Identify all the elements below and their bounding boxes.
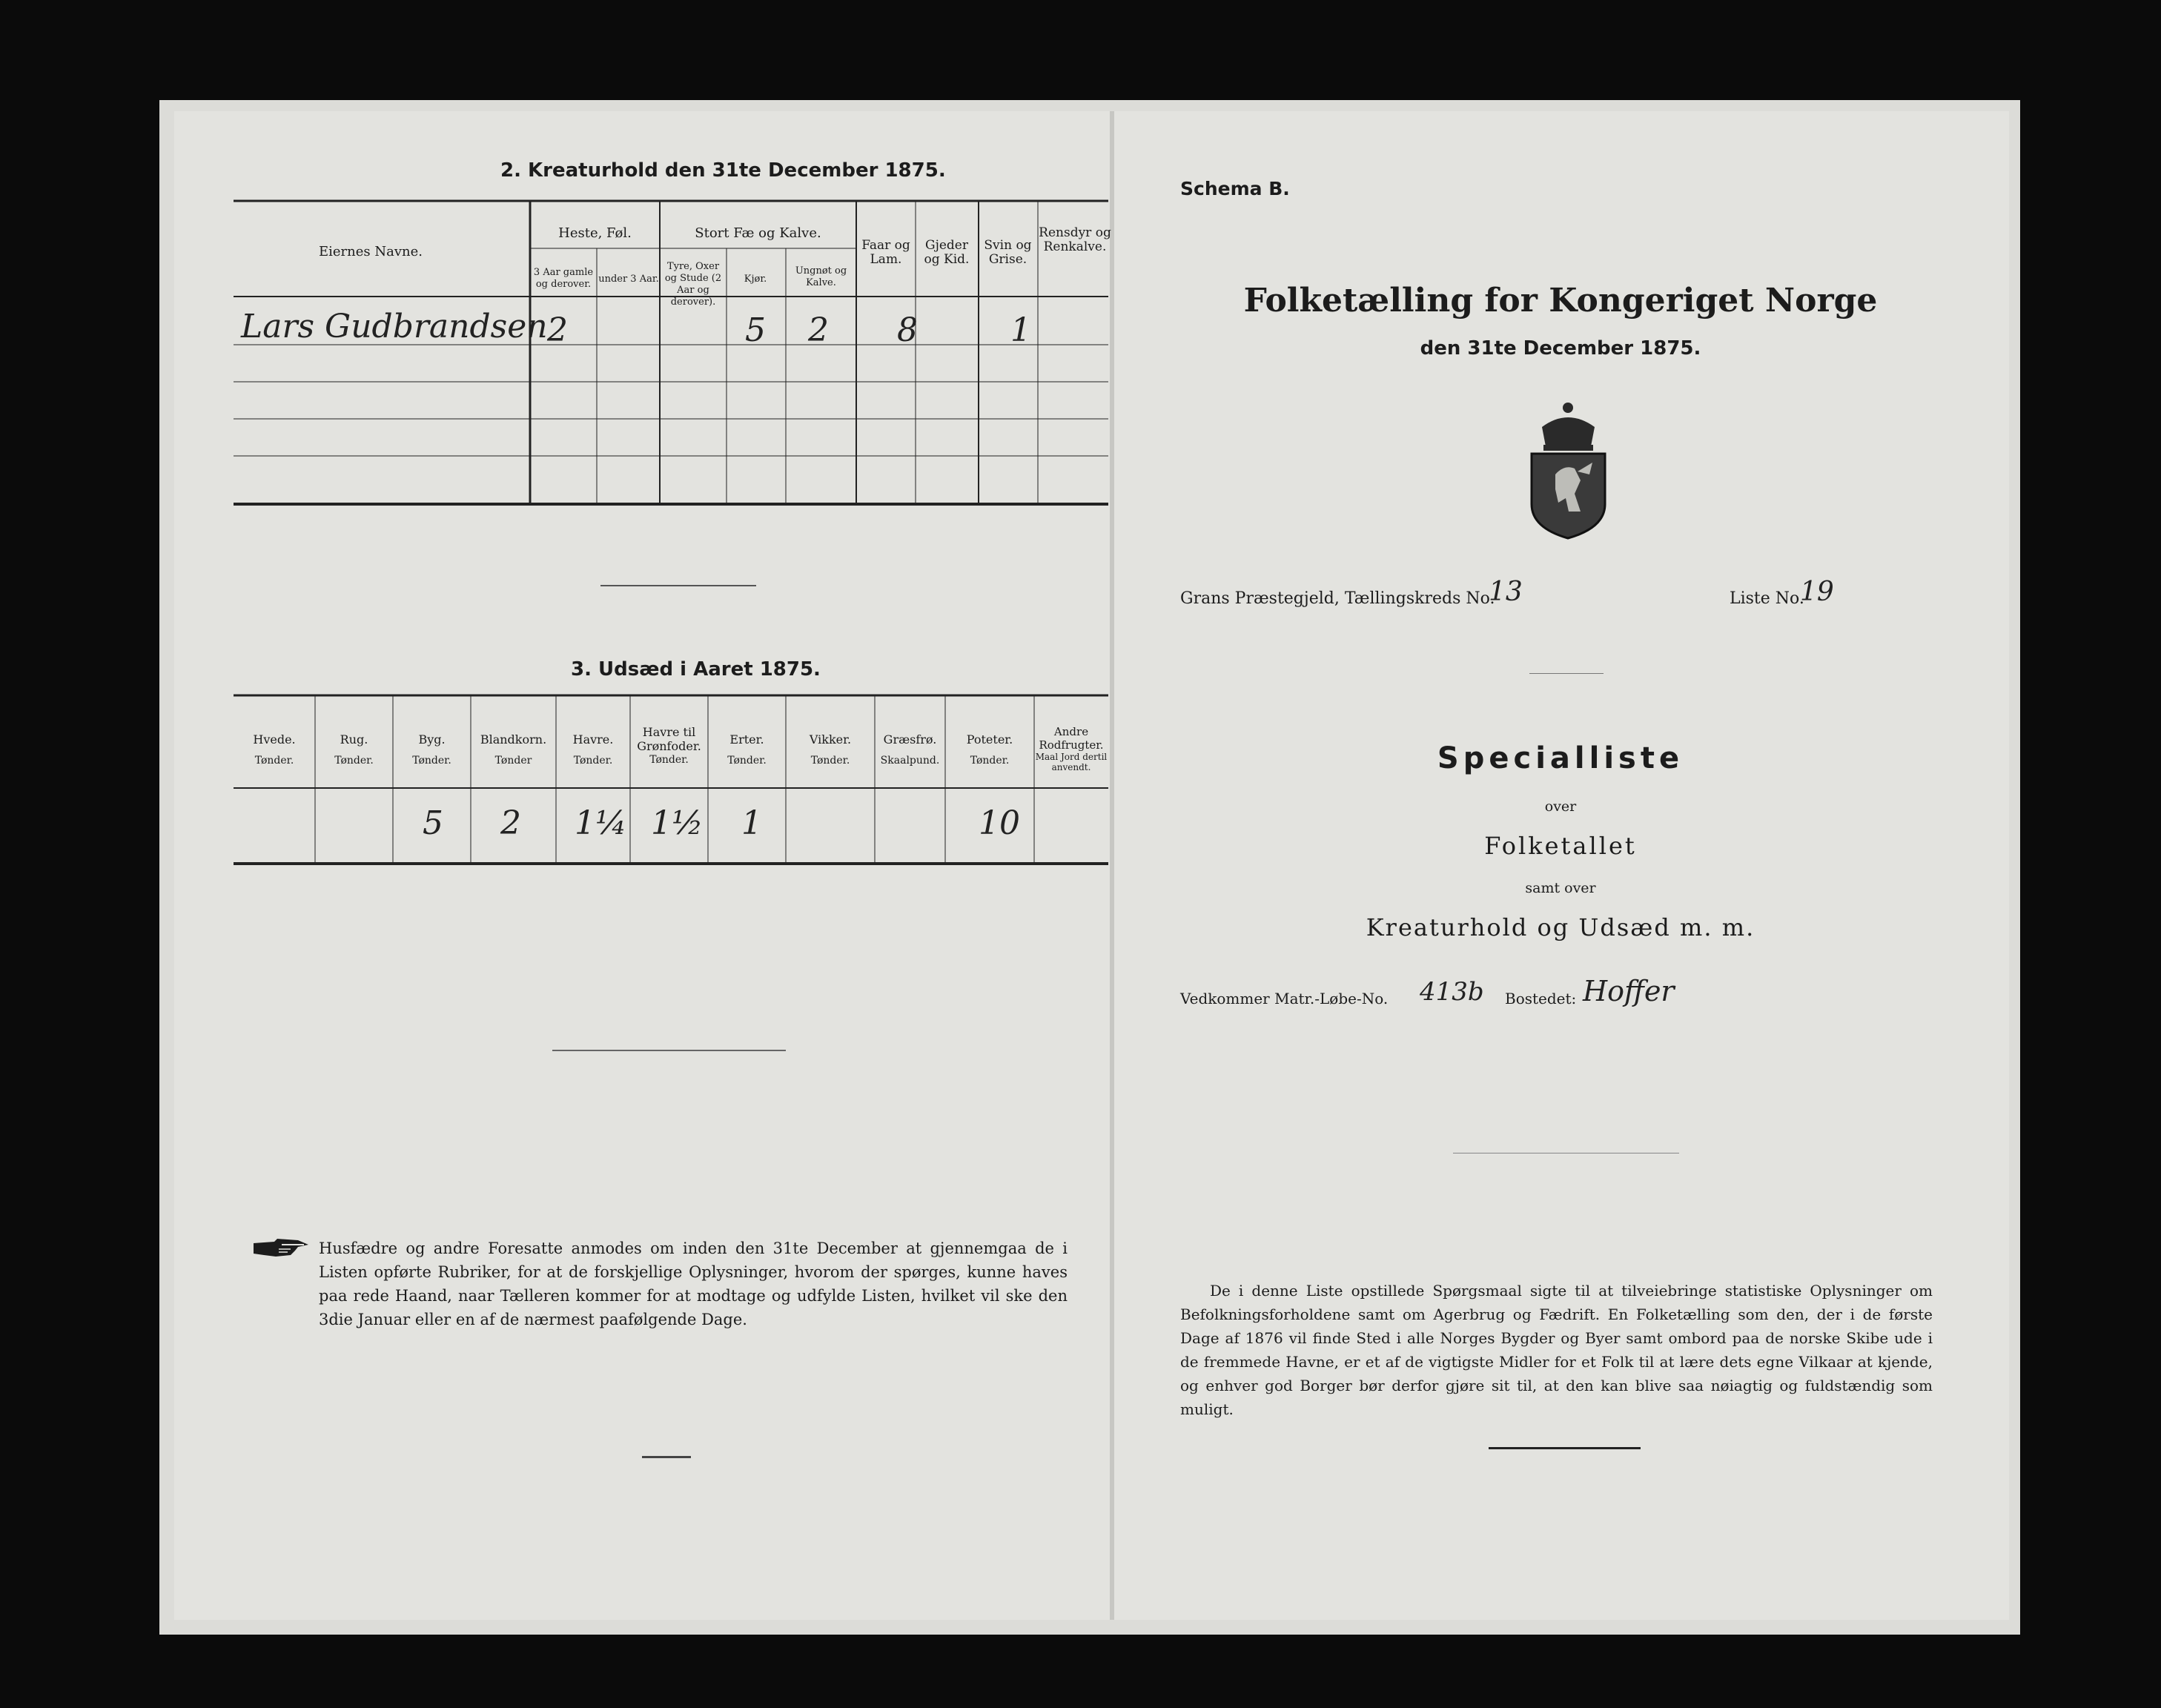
schema-label: Schema B. — [1180, 178, 1290, 199]
divider-rule — [600, 585, 756, 586]
norwegian-lion-crest-icon — [1526, 400, 1611, 541]
seed-erter-value: 1 — [741, 804, 762, 842]
section3-title: 3. Udsæd i Aaret 1875. — [571, 658, 821, 681]
seed-col-vikker: Vikker. Tønder. — [809, 732, 852, 767]
seed-col-havre: Havre. Tønder. — [572, 732, 614, 767]
seed-poteter-value: 10 — [979, 804, 1020, 842]
svin-value: 1 — [1010, 311, 1031, 349]
divider-rule-2 — [552, 1050, 786, 1051]
ungnot-value: 2 — [808, 311, 829, 349]
pointing-hand-icon — [252, 1234, 311, 1264]
divider-rule-3 — [1529, 673, 1604, 674]
kreds-no-value: 13 — [1489, 577, 1523, 607]
matr-no-value: 413b — [1420, 977, 1484, 1007]
liste-no-value: 19 — [1800, 577, 1834, 607]
intro-text: De i denne Liste opstillede Spørgsmaal sigte til at tilveiebringe statistiske Oplysninger om Befolkningsforholdene samt om Agerbrug og Fædrift. En Folketælling som den, der i de første Dage af 1876 vil finde Sted i alle Norges Bygder og Byer samt ombord paa de norske Skibe ude i de fremmede Havne, er et af de vigtigste Midler for et Folk til at lære dets egne Vilkaar at kjende, og enhver god Borger bør derfor gjøre sit til, at den kan blive saa nøiagtig og fuldstændig som muligt. — [1180, 1282, 1933, 1418]
seed-col-hvede: Hvede. Tønder. — [253, 732, 296, 767]
heste-gamle-value: 2 — [547, 311, 568, 349]
dashed-ornament — [642, 1456, 691, 1458]
matr-label: Vedkommer Matr.-Løbe-No. — [1180, 990, 1389, 1007]
bosted-value: Hoffer — [1583, 975, 1675, 1007]
group-stort-header: Stort Fæ og Kalve. — [695, 225, 821, 241]
samt-over-text: samt over — [1525, 880, 1596, 896]
kreaturhold-udsaed-text: Kreaturhold og Udsæd m. m. — [1366, 913, 1755, 941]
over-text: over — [1544, 798, 1577, 815]
section2-title: 2. Kreaturhold den 31te December 1875. — [500, 159, 946, 182]
specialliste-title: Specialliste — [1437, 741, 1684, 775]
owner-column-header: Eiernes Navne. — [319, 244, 423, 259]
folketallet-text: Folketallet — [1484, 832, 1637, 860]
owner-name-value: Lars Gudbrandsen — [241, 308, 548, 345]
notice-text: Husfædre og andre Foresatte anmodes om inden den 31te December at gjennemgaa de i Listen opførte Rubriker, for at de forskjellige Oplysninger, hvorom der spørges, kunne haves paa rede Haand, naar Tælleren kommer for at modtage og udfylde Listen, hvilket vil ske den 3die Januar eller en af de nærmest paafølgende Dage. — [319, 1239, 1068, 1328]
closing-rule — [1489, 1447, 1641, 1449]
seed-col-byg: Byg. Tønder. — [412, 732, 451, 767]
census-title: Folketælling for Kongeriget Norge — [1243, 282, 1878, 320]
col-rensdyr-header: Rensdyr og Renkalve. — [1039, 225, 1111, 254]
kjor-value: 5 — [745, 311, 766, 349]
col-heste-gamle-header: 3 Aar gamle og derover. — [533, 267, 594, 290]
seed-blandkorn-value: 2 — [500, 804, 521, 842]
seed-byg-value: 5 — [423, 804, 443, 842]
group-heste-header: Heste, Føl. — [558, 225, 632, 241]
seed-col-poteter: Poteter. Tønder. — [966, 732, 1013, 767]
col-gjeder-header: Gjeder og Kid. — [924, 238, 970, 267]
seed-col-rug: Rug. Tønder. — [334, 732, 374, 767]
census-date: den 31te December 1875. — [1420, 337, 1701, 360]
seed-havre-value: 1¼ — [575, 804, 627, 842]
prestegjeld-label: Grans Præstegjeld, Tællingskreds No. — [1180, 589, 1495, 608]
col-tyre-header: Tyre, Oxer og Stude (2 Aar og derover). — [664, 261, 722, 308]
col-kjor-header: Kjør. — [744, 274, 767, 285]
bosted-label: Bostedet: — [1505, 990, 1577, 1007]
seed-havre-gronfoder-value: 1½ — [651, 804, 704, 842]
col-faar-header: Faar og Lam. — [861, 238, 910, 267]
seed-col-andre-rodfrugter: Andre Rodfrugter. Maal Jord dertil anvendt. — [1035, 725, 1108, 772]
col-svin-header: Svin og Grise. — [984, 238, 1032, 267]
liste-label: Liste No. — [1730, 589, 1804, 608]
seed-col-havre-gronfoder: Havre til Grønfoder. Tønder. — [637, 725, 701, 766]
seed-col-blandkorn: Blandkorn. Tønder — [480, 732, 547, 767]
col-ungnot-header: Ungnøt og Kalve. — [795, 265, 847, 288]
col-under3-header: under 3 Aar. — [598, 274, 659, 285]
seed-col-graesfro: Græsfrø. Skaalpund. — [880, 732, 940, 767]
faar-value: 8 — [897, 311, 918, 349]
seed-col-erter: Erter. Tønder. — [727, 732, 767, 767]
